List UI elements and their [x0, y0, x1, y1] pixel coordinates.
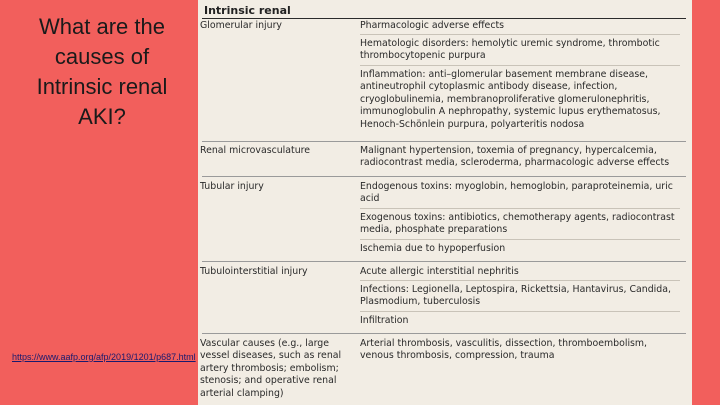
- row-cause: Malignant hypertension, toxemia of pregnancy, hypercalcemia, radiocontrast media, scleroderma, pharmacologic adverse effects: [360, 145, 670, 169]
- cause-divider: [360, 280, 680, 281]
- row-cause: Endogenous toxins: myoglobin, hemoglobin, paraproteinemia, uric acid: [360, 181, 673, 205]
- row-divider: [202, 261, 686, 262]
- source-link[interactable]: https://www.aafp.org/afp/2019/1201/p687.html: [12, 352, 196, 362]
- cause-divider: [360, 311, 680, 312]
- row-category: Glomerular injury: [200, 20, 282, 31]
- table-image: [198, 0, 692, 405]
- row-cause: Ischemia due to hypoperfusion: [360, 243, 506, 254]
- row-category: Tubulointerstitial injury: [200, 266, 308, 277]
- cause-divider: [360, 65, 680, 66]
- table-header: Intrinsic renal: [204, 4, 291, 17]
- row-divider: [202, 176, 686, 177]
- row-category: Renal microvasculature: [200, 145, 311, 156]
- row-cause: Infections: Legionella, Leptospira, Rickettsia, Hantavirus, Candida, Plasmodium, tuberculosis: [360, 284, 671, 308]
- row-cause: Acute allergic interstitial nephritis: [360, 266, 519, 277]
- row-cause: Infiltration: [360, 315, 409, 326]
- header-rule: [202, 18, 686, 19]
- row-cause: Exogenous toxins: antibiotics, chemotherapy agents, radiocontrast media, phosphate preparations: [360, 212, 675, 236]
- row-cause: Pharmacologic adverse effects: [360, 20, 505, 31]
- slide-question: What are the causes of Intrinsic renal AKI?: [36, 14, 168, 129]
- row-cause: Inflammation: anti–glomerular basement membrane disease, antineutrophil cytoplasmic antibody disease, infection, cryoglobulinemia, membranoproliferative glomerulonephritis, immunoglobulin A nephropathy, systemic lupus erythematosus, Henoch-Schönlein purpura, polyarteritis nodosa: [360, 69, 661, 130]
- row-divider: [202, 141, 686, 142]
- cause-divider: [360, 239, 680, 240]
- row-category: Vascular causes (e.g., large vessel diseases, such as renal artery thrombosis; embolism; stenosis; and operative renal arterial clamping): [200, 338, 342, 399]
- row-divider: [202, 333, 686, 334]
- cause-divider: [360, 34, 680, 35]
- row-cause: Arterial thrombosis, vasculitis, dissection, thromboembolism, venous thrombosis, compression, trauma: [360, 338, 648, 362]
- row-cause: Hematologic disorders: hemolytic uremic syndrome, thrombotic thrombocytopenic purpura: [360, 38, 660, 62]
- cause-divider: [360, 208, 680, 209]
- row-category: Tubular injury: [200, 181, 264, 192]
